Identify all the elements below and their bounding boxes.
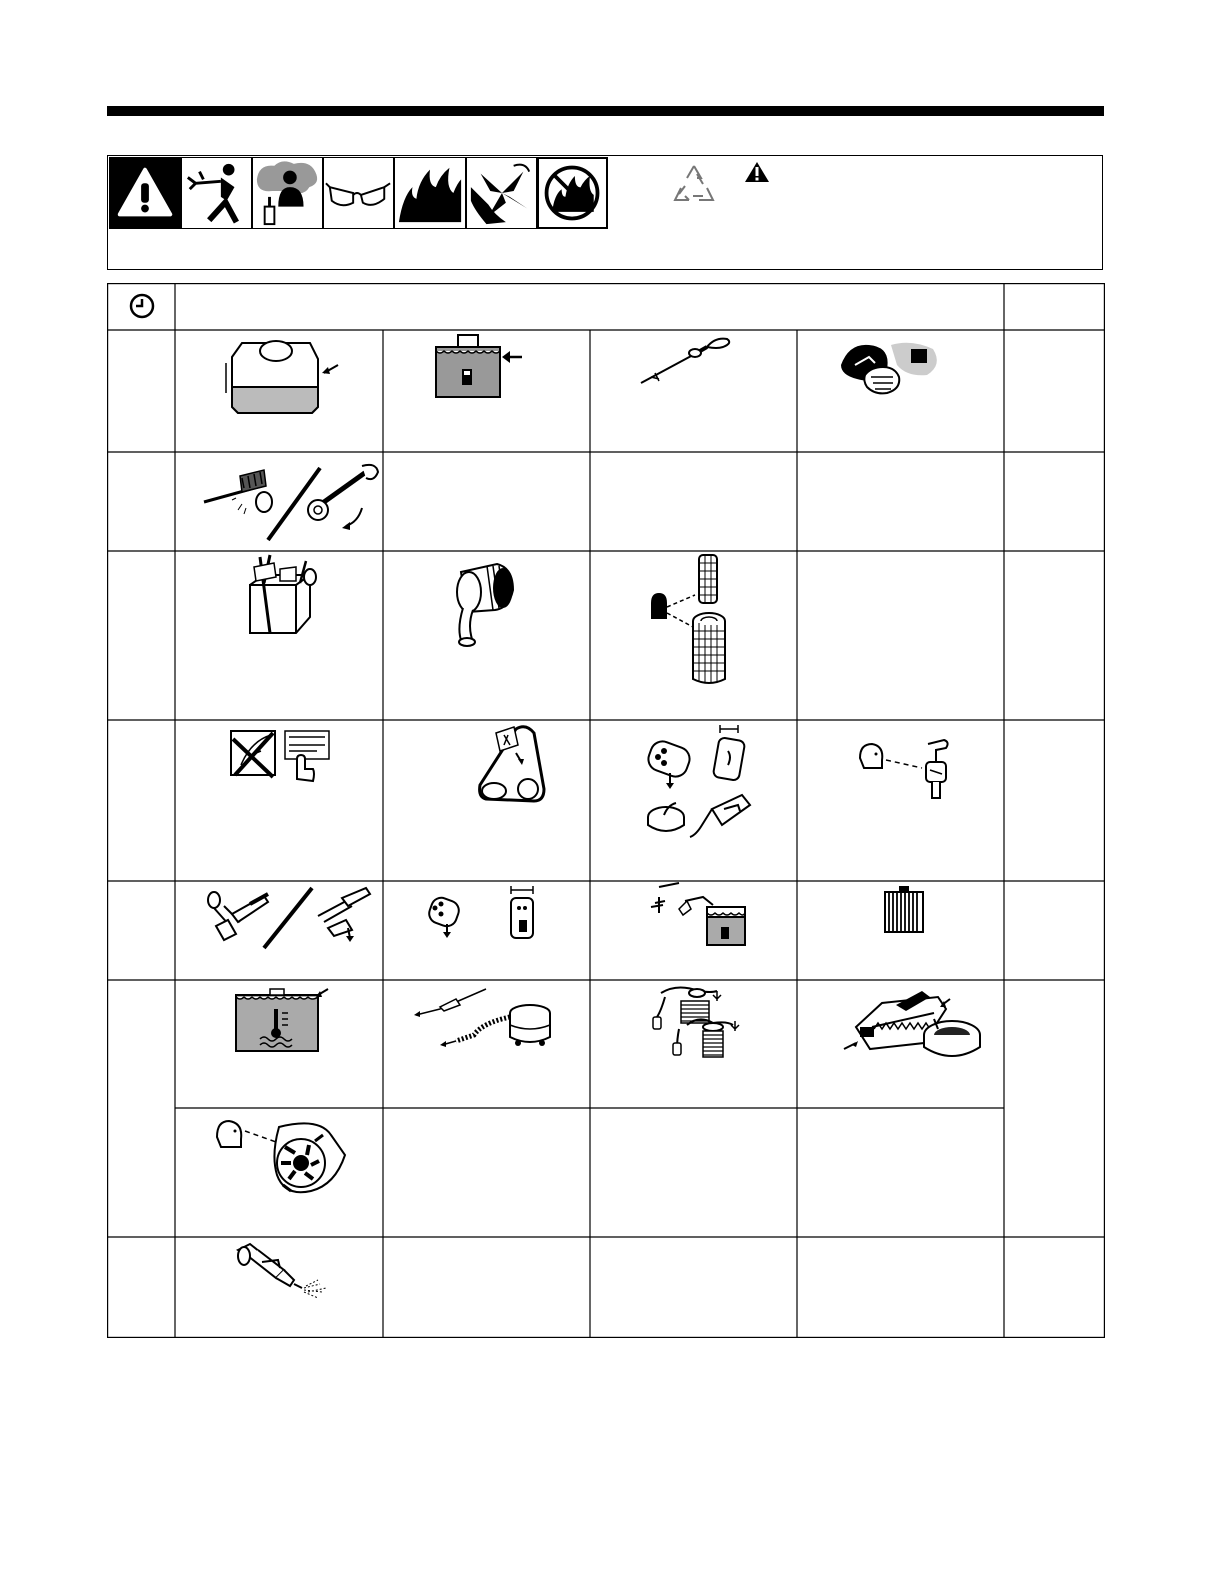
inspect-spark-arrestor-icon <box>852 738 954 808</box>
replace-warning-labels-icon <box>227 725 332 783</box>
valve-clearance-icon <box>647 983 747 1058</box>
electric-shock-icon <box>181 157 252 229</box>
clock-icon <box>129 293 155 319</box>
blow-out-unit-icon <box>412 983 552 1053</box>
oil-filter-change-icon <box>642 725 757 845</box>
fuel-filter-icon <box>427 886 537 944</box>
engine-tune-sump-icon <box>834 983 984 1068</box>
moving-parts-hand-icon <box>466 157 537 229</box>
fire-icon <box>394 157 466 229</box>
safety-glasses-icon <box>323 157 394 229</box>
warning-triangle-icon <box>109 157 181 229</box>
clean-wipe-labels-icon <box>835 335 945 407</box>
air-filter-elements-icon <box>647 553 742 685</box>
maintenance-schedule-table <box>107 283 1105 1338</box>
fuel-level-icon <box>434 331 526 399</box>
warning-triangle-small-icon <box>744 161 770 183</box>
air-cleaner-icon <box>447 558 522 650</box>
inspect-generator-brushes-icon <box>215 1115 345 1200</box>
engine-oil-level-icon <box>220 333 330 418</box>
fan-belt-icon <box>474 723 549 805</box>
safety-panel <box>107 155 1103 270</box>
brush-and-wrench-icon <box>202 458 387 536</box>
no-flames-icon <box>537 157 608 229</box>
exhaust-fumes-icon <box>252 157 323 229</box>
fuel-injector-icon <box>230 1240 345 1302</box>
recycle-icon <box>673 162 715 206</box>
weld-cable-check-icon <box>202 886 392 948</box>
battery-service-icon <box>240 553 322 637</box>
fuel-water-separator-icon <box>647 883 752 949</box>
dipstick-icon <box>637 333 737 388</box>
coolant-level-icon <box>232 983 332 1053</box>
top-rule <box>107 106 1104 116</box>
radiator-icon <box>883 884 925 934</box>
